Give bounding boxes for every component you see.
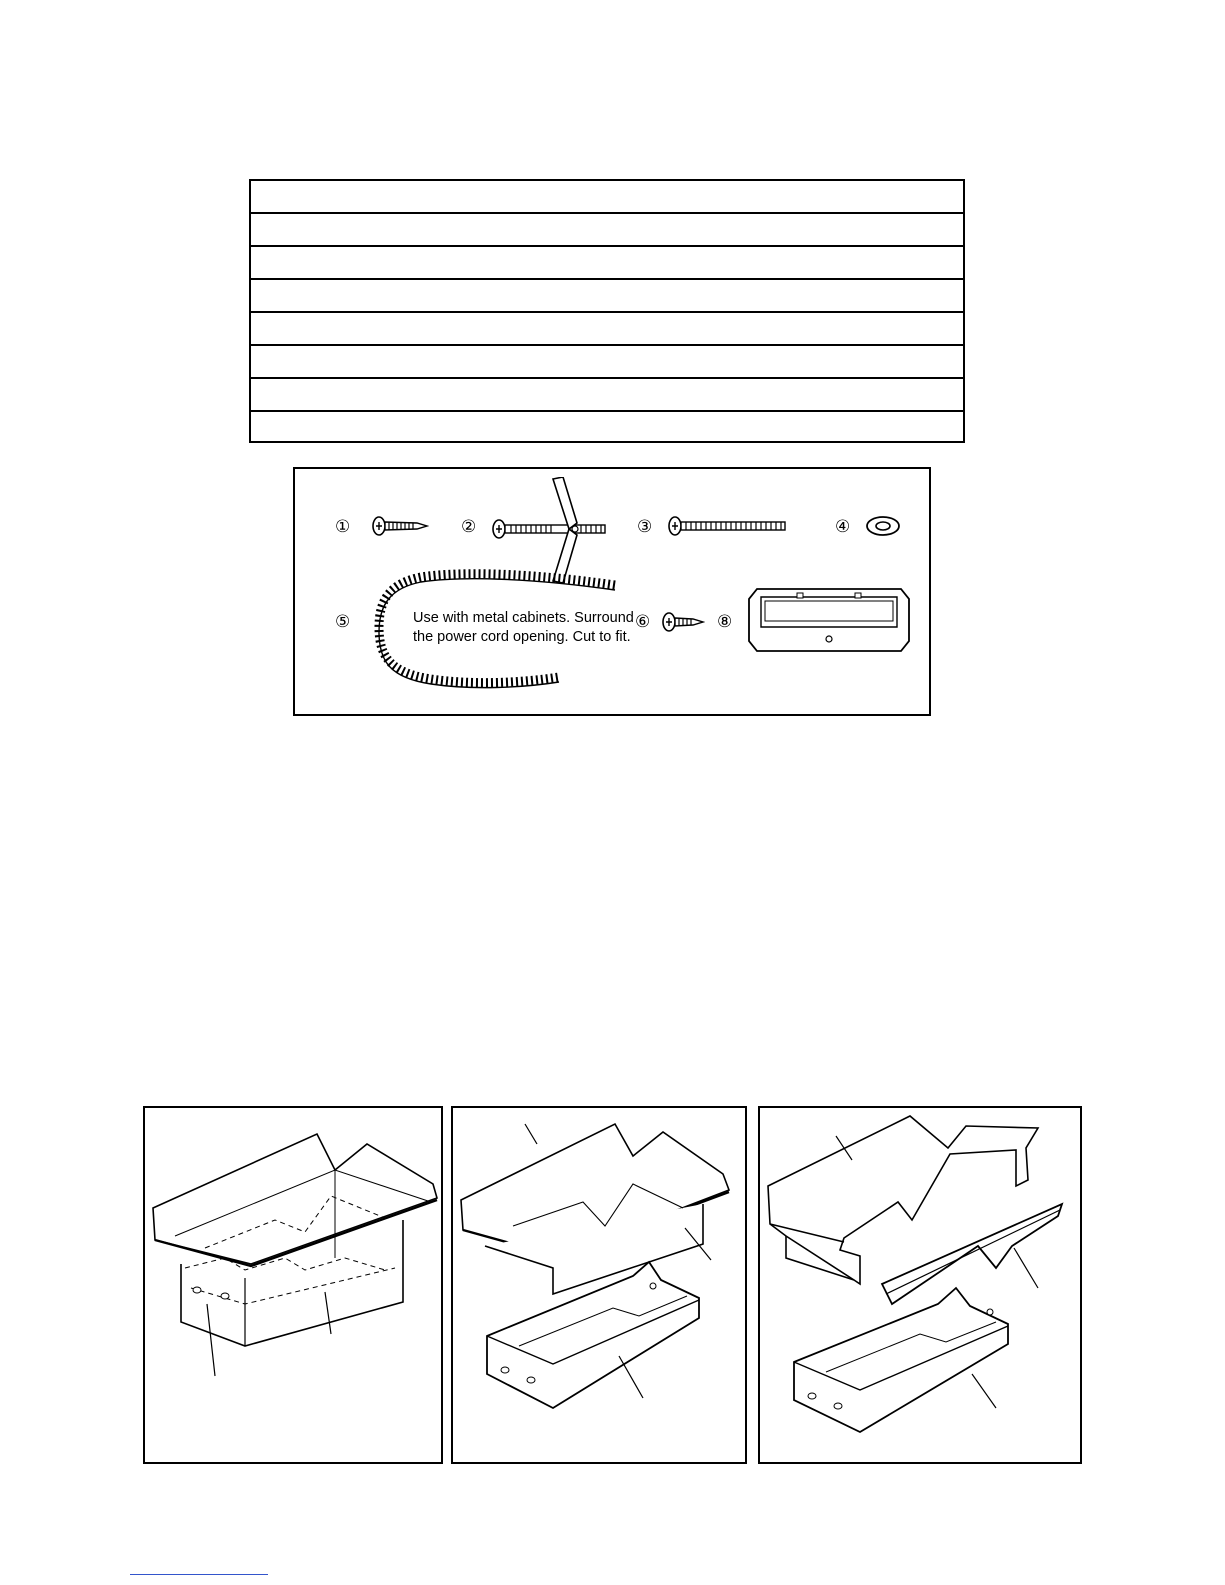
parts-table	[249, 179, 965, 443]
washer-icon	[865, 515, 901, 537]
table-row	[251, 346, 963, 379]
item-5-marker: ⑤	[335, 612, 351, 632]
carton-top-lifted-icon	[453, 1108, 745, 1462]
table-row	[251, 280, 963, 313]
item-7-marker: ⑧	[717, 612, 733, 632]
unpack-scene-3	[758, 1106, 1082, 1464]
table-row	[251, 412, 963, 445]
table-row	[251, 379, 963, 412]
footer-rule	[130, 1574, 268, 1575]
wood-screw-icon	[371, 515, 429, 537]
unpack-scene-1	[143, 1106, 443, 1464]
machine-screw-icon	[667, 515, 787, 537]
item-2-marker: ②	[461, 517, 477, 537]
table-row	[251, 214, 963, 247]
hardware-panel	[293, 467, 931, 716]
mounting-bracket-icon	[747, 587, 911, 653]
item-3-marker: ③	[637, 517, 653, 537]
item-6-marker: ⑥	[635, 612, 651, 632]
carton-packing-separated-icon	[760, 1108, 1080, 1462]
table-row	[251, 181, 963, 214]
table-row	[251, 313, 963, 346]
grommet-note-line-1: Use with metal cabinets. Surround	[413, 610, 634, 626]
item-1-marker: ①	[335, 517, 351, 537]
item-4-marker: ④	[835, 517, 851, 537]
short-screw-icon	[661, 611, 705, 633]
closed-carton-icon	[145, 1108, 441, 1462]
unpack-scene-2	[451, 1106, 747, 1464]
grommet-note-line-2: the power cord opening. Cut to fit.	[413, 629, 631, 645]
table-row	[251, 247, 963, 280]
